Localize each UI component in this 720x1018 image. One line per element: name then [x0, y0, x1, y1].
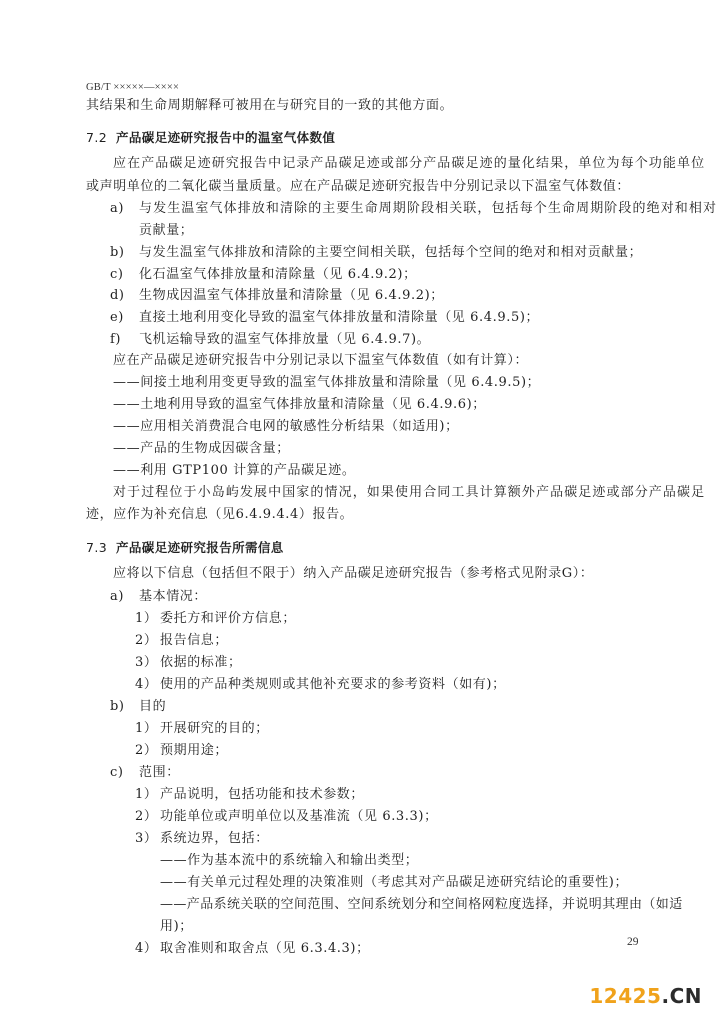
sub-marker: 1）	[135, 721, 158, 736]
dash-item: ——应用相关消费混合电网的敏感性分析结果（如适用)；	[113, 419, 459, 434]
sub-item: 依据的标准；	[160, 655, 242, 670]
body-line: 或声明单位的二氧化碳当量质量。应在产品碳足迹研究报告中分别记录以下温室气体数值：	[86, 179, 631, 194]
body-line: 应在产品碳足迹研究报告中记录产品碳足迹或部分产品碳足迹的量化结果，单位为每个功能单位	[113, 156, 706, 171]
watermark-part1: 12425	[589, 984, 662, 1008]
watermark-logo	[589, 984, 702, 1008]
list-marker: b)	[110, 699, 125, 714]
page-number: 29	[627, 936, 639, 948]
list-item: 与发生温室气体排放和清除的主要空间相关联，包括每个空间的绝对和相对贡献量；	[139, 245, 643, 260]
dash-item-cont: 用)；	[160, 919, 193, 934]
list-item: 贡献量；	[139, 223, 194, 238]
section-title: 产品碳足迹研究报告中的温室气体数值	[116, 130, 336, 145]
sub-marker: 3）	[135, 831, 158, 846]
list-marker: a)	[110, 201, 125, 216]
sub-marker: 2）	[135, 633, 158, 648]
body-line: 其结果和生命周期解释可被用在与研究目的一致的其他方面。	[86, 98, 454, 113]
sub-item: 产品说明，包括功能和技术参数；	[160, 787, 365, 802]
list-marker: d)	[110, 288, 125, 303]
list-item: 直接土地利用变化导致的温室气体排放量和清除量（见 6.4.9.5)；	[139, 310, 540, 325]
sub-marker: 2）	[135, 743, 158, 758]
list-marker: a)	[110, 589, 125, 604]
list-marker: f)	[110, 332, 122, 347]
list-marker: e)	[110, 310, 124, 325]
list-item: 目的	[139, 699, 167, 714]
dash-item: ——产品的生物成因碳含量；	[113, 441, 290, 456]
sub-item: 取舍准则和取舍点（见 6.3.4.3)；	[160, 941, 370, 956]
sub-marker: 3）	[135, 655, 158, 670]
dash-item: ——产品系统关联的空间范围、空间系统划分和空间格网粒度选择，并说明其理由（如适	[160, 897, 683, 912]
list-item: 范围：	[139, 765, 180, 780]
sub-marker: 4）	[135, 941, 158, 956]
dash-item: ——土地利用导致的温室气体排放量和清除量（见 6.4.9.6)；	[113, 397, 486, 412]
sub-item: 委托方和评价方信息；	[160, 611, 297, 626]
list-item: 飞机运输导致的温室气体排放量（见 6.4.9.7)。	[139, 332, 431, 347]
body-line: 应在产品碳足迹研究报告中分别记录以下温室气体数值（如有计算）：	[113, 353, 529, 368]
section-number: 7.2	[86, 130, 108, 145]
watermark-part2: .CN	[661, 984, 702, 1008]
section-number: 7.3	[86, 540, 108, 555]
dash-item: ——利用 GTP100 计算的产品碳足迹。	[113, 463, 356, 478]
list-item: 化石温室气体排放量和清除量（见 6.4.9.2)；	[139, 267, 417, 282]
sub-item: 报告信息；	[160, 633, 229, 648]
sub-marker: 1）	[135, 611, 158, 626]
standard-header: GB/T ×××××—××××	[86, 82, 180, 93]
body-line: 迹，应作为补充信息（见6.4.9.4.4）报告。	[86, 507, 354, 522]
list-marker: b)	[110, 245, 125, 260]
dash-item: ——作为基本流中的系统输入和输出类型；	[160, 853, 419, 868]
section-heading-7-3	[86, 540, 284, 556]
dash-item: ——间接土地利用变更导致的温室气体排放量和清除量（见 6.4.9.5)；	[113, 375, 541, 390]
list-item: 与发生温室气体排放和清除的主要生命周期阶段相关联，包括每个生命周期阶段的绝对和相对	[139, 201, 718, 216]
sub-marker: 4）	[135, 677, 158, 692]
list-marker: c)	[110, 765, 124, 780]
sub-item: 功能单位或声明单位以及基准流（见 6.3.3)；	[160, 809, 438, 824]
body-line: 对于过程位于小岛屿发展中国家的情况，如果使用合同工具计算额外产品碳足迹或部分产品碳足	[113, 485, 706, 500]
list-item: 生物成因温室气体排放量和清除量（见 6.4.9.2)；	[139, 288, 444, 303]
sub-marker: 2）	[135, 809, 158, 824]
list-marker: c)	[110, 267, 124, 282]
sub-item: 开展研究的目的；	[160, 721, 269, 736]
section-heading-7-2	[86, 130, 335, 146]
list-item: 基本情况：	[139, 589, 208, 604]
sub-item: 使用的产品种类规则或其他补充要求的参考资料（如有)；	[160, 677, 506, 692]
sub-item: 预期用途；	[160, 743, 229, 758]
body-line: 应将以下信息（包括但不限于）纳入产品碳足迹研究报告（参考格式见附录G）：	[113, 566, 594, 581]
dash-item: ——有关单元过程处理的决策准则（考虑其对产品碳足迹研究结论的重要性)；	[160, 875, 629, 890]
sub-item: 系统边界，包括：	[160, 831, 269, 846]
sub-marker: 1）	[135, 787, 158, 802]
section-title: 产品碳足迹研究报告所需信息	[116, 540, 284, 555]
